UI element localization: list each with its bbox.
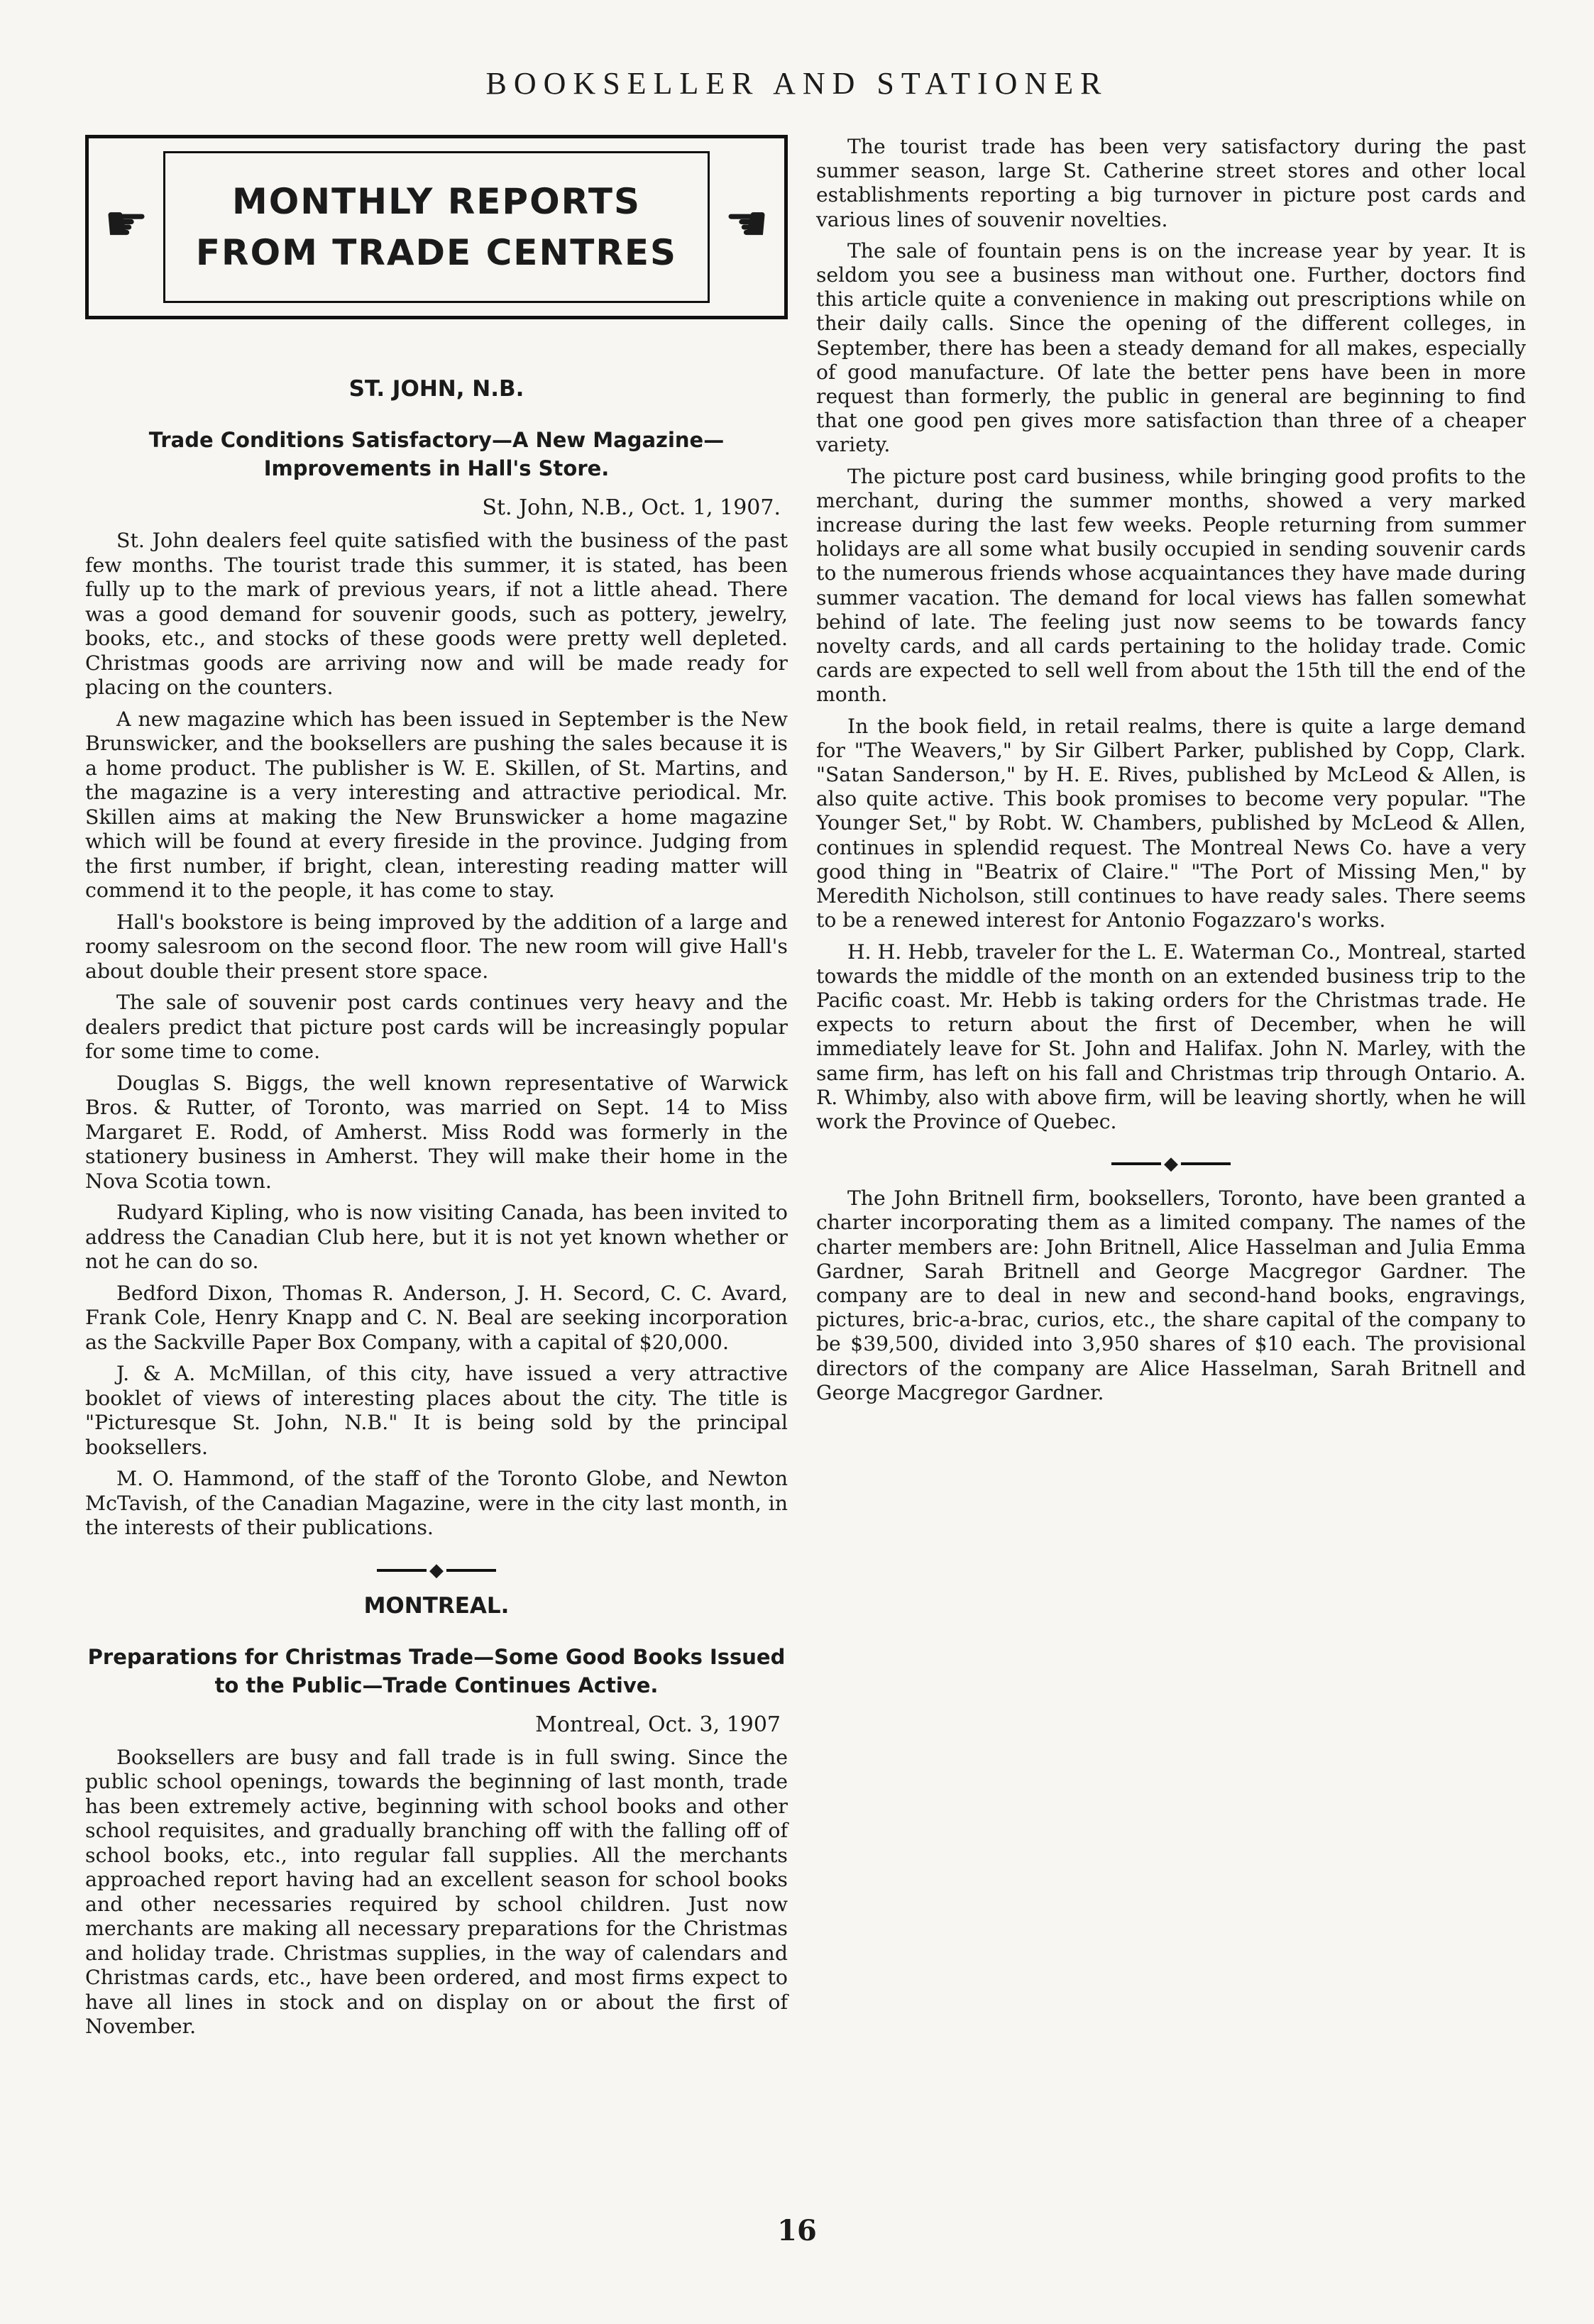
article-paragraph: M. O. Hammond, of the staff of the Toronto Globe, and Newton McTavish, of the Canadian Magazine, were in the city last month, in the interests of their publications. xyxy=(85,1467,788,1539)
article-paragraph: The sale of fountain pens is on the increase year by year. It is seldom you see a business man without one. Further, doctors find this article quite a convenience in making out prescriptions while on their daily calls. Since the opening of the different colleges, in September, there has been a steady demand for all makes, especially of good manufacture. Of late the better pens have been in more request than formerly, the public in general are beginning to find that one good pen gives more satisfaction than three of a cheaper variety. xyxy=(816,238,1526,457)
hand-pointer-icon: ☛ xyxy=(104,194,149,253)
banner-title xyxy=(163,151,710,303)
article-paragraph: The tourist trade has been very satisfactory during the past summer season, large St. Catherine street stores and other local establishments reporting a big turnover in picture post cards and various lines of souvenir novelties. xyxy=(816,135,1526,231)
article-paragraph: Hall's bookstore is being improved by the addition of a large and roomy salesroom on the second floor. The new room will give Hall's about double their present store space. xyxy=(85,910,788,983)
montreal-subheading: Preparations for Christmas Trade—Some Good Books Issued to the Public—Trade Continues Active. xyxy=(87,1644,786,1697)
section-divider xyxy=(816,1153,1526,1175)
article-paragraph: St. John dealers feel quite satisfied with the business of the past few months. The tourist trade this summer, it is stated, has been fully up to the mark of previous years, if not a little ahead. There was a good demand for souvenir goods, such as pottery, jewelry, books, etc., and stocks of these goods were pretty well depleted. Christmas goods are arriving now and will be made ready for placing on the counters. xyxy=(85,529,788,699)
st-john-dateline: St. John, N.B., Oct. 1, 1907. xyxy=(482,495,781,520)
diamond-ornament-icon: ◆ xyxy=(429,1559,444,1581)
right-column xyxy=(816,135,1526,1412)
section-banner xyxy=(85,135,788,319)
article-paragraph: J. & A. McMillan, of this city, have issued a very attractive booklet of views of interesting places about the city. The title is "Picturesque St. John, N.B." It is being sold by the principal booksellers. xyxy=(85,1362,788,1459)
left-column xyxy=(85,135,788,2047)
running-head: BOOKSELLER AND STATIONER xyxy=(485,66,1109,101)
montreal-dateline: Montreal, Oct. 3, 1907 xyxy=(535,1712,781,1737)
section-divider xyxy=(85,1559,788,1581)
st-john-subheading: Trade Conditions Satisfactory—A New Magazine—Improvements in Hall's Store. xyxy=(148,428,725,480)
hand-pointer-icon: ☚ xyxy=(724,194,769,253)
article-paragraph: The sale of souvenir post cards continues very heavy and the dealers predict that picture post cards will be increasingly popular for some time to come. xyxy=(85,991,788,1063)
article-paragraph: In the book field, in retail realms, there is quite a large demand for "The Weavers," by Sir Gilbert Parker, published by Copp, Clark. "Satan Sanderson," by H. E. Rives, published by McLeod & Allen, is also quite active. This book promises to become very popular. "The Younger Set," by Robt. W. Chambers, published by McLeod & Allen, continues in splendid request. The Montreal News Co. have a very good thing in "Beatrix of Claire." "The Port of Missing Men," by Meredith Nicholson, still continues to have ready sales. There seems to be a renewed interest for Antonio Fogazzaro's works. xyxy=(816,714,1526,932)
article-paragraph: The picture post card business, while bringing good profits to the merchant, during the summer months, showed a very marked increase during the last few weeks. People returning from summer holidays are all some what busily occupied in sending souvenir cards to the numerous friends whose acquaintances they have made during summer vacation. The demand for local views has fallen somewhat behind of late. The feeling just now seems to be towards fancy novelty cards, and all cards pertaining to the holiday trade. Comic cards are expected to sell well from about the 15th till the end of the month. xyxy=(816,464,1526,707)
st-john-heading: ST. JOHN, N.B. xyxy=(348,376,524,402)
banner-line-2: FROM TRADE CENTRES xyxy=(195,232,678,273)
article-paragraph: H. H. Hebb, traveler for the L. E. Waterman Co., Montreal, started towards the middle of the month on an extended business trip to the Pacific coast. Mr. Hebb is taking orders for the Christmas trade. He expects to return about the first of December, when he will immediately leave for St. John and Halifax. John N. Marley, with the same firm, has left on his fall and Christmas trip through Ontario. A. R. Whimby, also with above firm, will be leaving shortly, when he will work the Province of Quebec. xyxy=(816,940,1526,1133)
montreal-first-paragraph: Booksellers are busy and fall trade is in full swing. Since the public school openings, towards the beginning of last month, trade has been extremely active, beginning with school books and other school requisites, and gradually branching off with the falling off of school books, etc., into regular fall supplies. All the merchants approached report having had an excellent season for school books and other necessaries required by school children. Just now merchants are making all necessary preparations for the Christmas and holiday trade. Christmas supplies, in the way of calendars and Christmas cards, etc., have been ordered, and most firms expect to have all lines in stock and on display on or about the first of November. xyxy=(85,1745,788,2038)
article-paragraph: Rudyard Kipling, who is now visiting Canada, has been invited to address the Canadian Club here, but it is not yet known whether or not he can do so. xyxy=(85,1201,788,1273)
article-paragraph: The John Britnell firm, booksellers, Toronto, have been granted a charter incorporating them as a limited company. The names of the charter members are: John Britnell, Alice Hasselman and Julia Emma Gardner, Sarah Britnell and George Macgregor Gardner. The company are to deal in new and second-hand books, engravings, pictures, bric-a-brac, curios, etc., the share capital of the company to be $39,500, divided into 3,950 shares of $10 each. The provisional directors of the company are Alice Hasselman, Sarah Britnell and George Macgregor Gardner. xyxy=(816,1186,1526,1404)
article-paragraph xyxy=(85,1746,788,2039)
banner-line-1: MONTHLY REPORTS xyxy=(232,181,641,222)
article-paragraph: A new magazine which has been issued in September is the New Brunswicker, and the booksellers are pushing the sales because it is a home product. The publisher is W. E. Skillen, of St. Martins, and the magazine is a very interesting and attractive periodical. Mr. Skillen aims at making the New Brunswicker a home magazine which will be found at every fireside in the province. Judging from the first number, if bright, clean, interesting reading matter will commend it to the people, it has come to stay. xyxy=(85,707,788,902)
article-paragraph: Bedford Dixon, Thomas R. Anderson, J. H. Secord, C. C. Avard, Frank Cole, Henry Knapp and C. N. Beal are seeking incorporation as the Sackville Paper Box Company, with a capital of $20,000. xyxy=(85,1281,788,1354)
montreal-heading: MONTREAL. xyxy=(363,1592,510,1619)
page-number: 16 xyxy=(777,2214,817,2247)
article-paragraph: Douglas S. Biggs, the well known representative of Warwick Bros. & Rutter, of Toronto, was married on Sept. 14 to Miss Margaret E. Rodd, of Amherst. Miss Rodd was formerly in the stationery business in Amherst. They will make their home in the Nova Scotia town. xyxy=(85,1071,788,1193)
diamond-ornament-icon: ◆ xyxy=(1164,1153,1178,1175)
